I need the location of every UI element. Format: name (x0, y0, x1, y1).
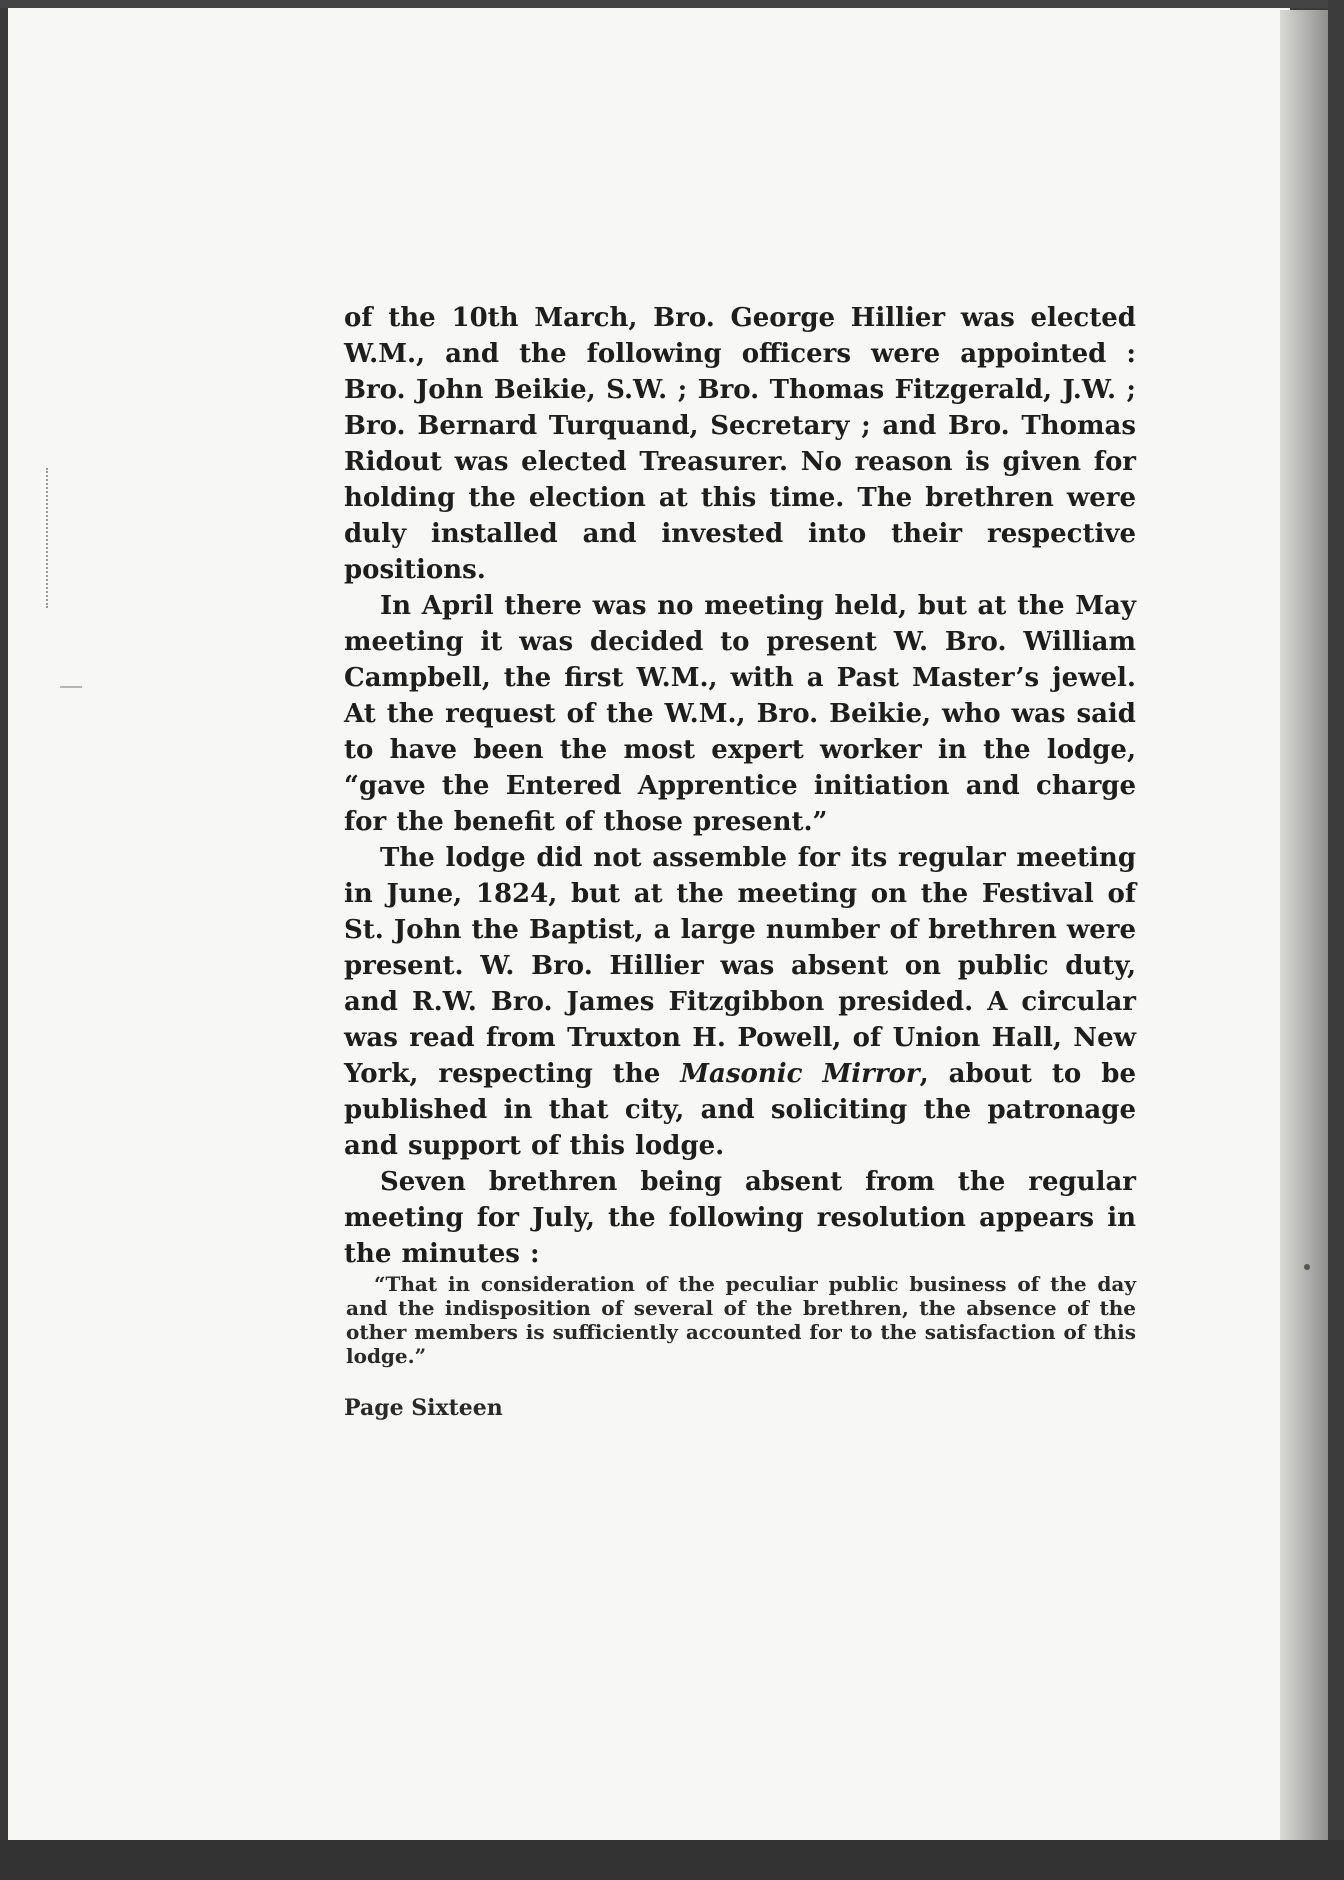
paragraph-april-meeting: In April there was no meeting held, but at the May meeting it was decided to present W. Bro. William Campbell, the first W.M., with a Past Master’s jewel. At the request of the W.M., Bro. Beikie, who was said to have been the most expert worker in the lodge, “gave the Entered Apprentice initiation and charge for the benefit of those present.” (344, 591, 1136, 837)
margin-dot (1304, 1264, 1310, 1270)
paragraph-june-text-end: , about to be published in that city, and soliciting the patronage and support of this lodge. (344, 1059, 1136, 1161)
paragraph-june-meeting (344, 840, 1136, 1164)
paragraph-election: of the 10th March, Bro. George Hillier was elected W.M., and the following officers were appointed : Bro. John Beikie, S.W. ; Bro. Thomas Fitzgerald, J.W. ; Bro. Bernard Turquand, Secretary ; and Bro. Thomas Ridout was elected Treasurer. No reason is given for holding the election at this time. The brethren were duly installed and invested into their respective positions. (344, 303, 1136, 585)
paragraph-july-resolution: Seven brethren being absent from the regular meeting for July, the following resolution appears in the minutes : (344, 1167, 1136, 1269)
page-number: Page Sixteen (344, 1395, 503, 1421)
page-text-block (344, 300, 1136, 1422)
margin-mark (60, 686, 82, 688)
scan-bottom-edge (0, 1840, 1344, 1880)
book-page (8, 8, 1290, 1840)
resolution-quote: “That in consideration of the peculiar public business of the day and the indisposition of several of the brethren, the absence of the other members is sufficiently accounted for to the satisfaction of this lodge.” (346, 1272, 1136, 1368)
page-edge-shadow (1280, 10, 1328, 1840)
gutter-marks (46, 468, 54, 608)
paragraph-june-text-start: The lodge did not assemble for its regular meeting in June, 1824, but at the meeting on the Festival of St. John the Baptist, a large number of brethren were present. W. Bro. Hillier was absent on public duty, and R.W. Bro. James Fitzgibbon presided. A circular was read from Truxton H. Powell, of Union Hall, New York, respecting the (344, 843, 1136, 1089)
masonic-mirror-title: Masonic Mirror (680, 1059, 920, 1089)
scan-right-edge (1328, 0, 1344, 1880)
scan-top-edge (0, 0, 1344, 8)
